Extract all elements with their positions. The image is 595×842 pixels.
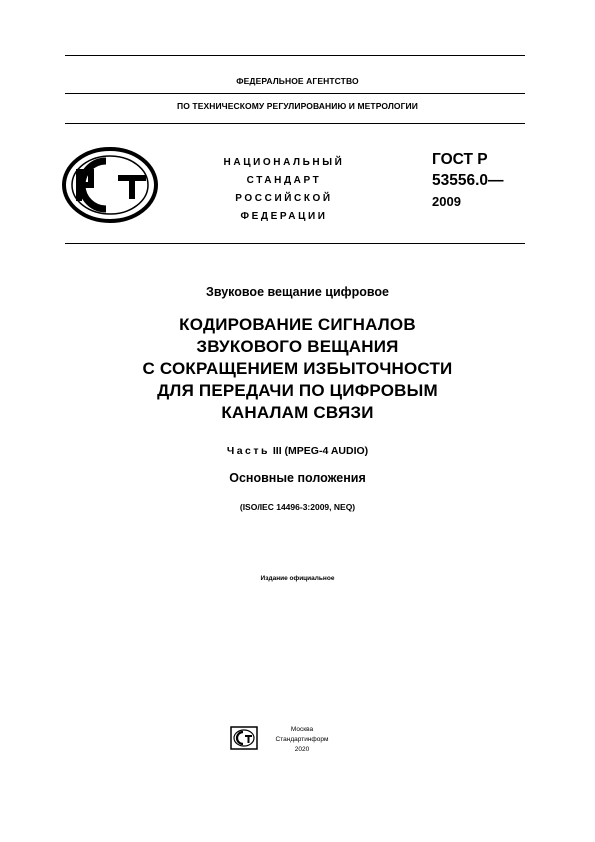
header-rule [65,123,525,124]
agency-line-2: ПО ТЕХНИЧЕСКОМУ РЕГУЛИРОВАНИЮ И МЕТРОЛОГИИ [177,101,418,111]
part-label [0,445,595,457]
agency-line-1: ФЕДЕРАЛЬНОЕ АГЕНТСТВО [236,76,359,86]
document-title [0,314,595,424]
document-subtitle: Основные положения [229,471,366,485]
edition-note: Издание официальное [260,575,335,582]
publisher-block [262,725,342,755]
title-line-2: ЗВУКОВОГО ВЕЩАНИЯ [196,337,399,356]
part-word: Часть [226,445,270,457]
standard-type-line-2: СТАНДАРТ [246,175,322,186]
designation-line-2: 53556.0— [432,172,504,189]
publisher-city: Москва [290,726,314,733]
designation-rule [65,243,525,244]
top-rule [65,55,525,56]
subject-heading: Звуковое вещание цифровое [206,285,389,299]
title-line-3: С СОКРАЩЕНИЕМ ИЗБЫТОЧНОСТИ [142,359,453,378]
publisher-year: 2020 [294,746,310,753]
standartinform-logo-icon [230,726,258,750]
title-line-5: КАНАЛАМ СВЯЗИ [221,403,374,422]
designation-line-1: ГОСТ Р [432,151,488,168]
part-number: III (MPEG-4 AUDIO) [272,445,369,457]
standard-type-line-3: РОССИЙСКОЙ [235,193,333,204]
designation-year: 2009 [432,194,461,209]
rst-logo-icon [60,145,160,225]
title-line-4: ДЛЯ ПЕРЕДАЧИ ПО ЦИФРОВЫМ [157,381,438,400]
standard-type [196,154,372,226]
title-line-1: КОДИРОВАНИЕ СИГНАЛОВ [179,315,416,334]
standard-type-line-1: НАЦИОНАЛЬНЫЙ [223,157,345,168]
publisher-name: Стандартинформ [275,736,329,743]
standard-type-line-4: ФЕДЕРАЦИИ [240,211,328,222]
agency-divider [65,93,525,94]
iso-reference: (ISO/IEC 14496-3:2009, NEQ) [239,502,356,512]
standard-designation [432,149,504,212]
